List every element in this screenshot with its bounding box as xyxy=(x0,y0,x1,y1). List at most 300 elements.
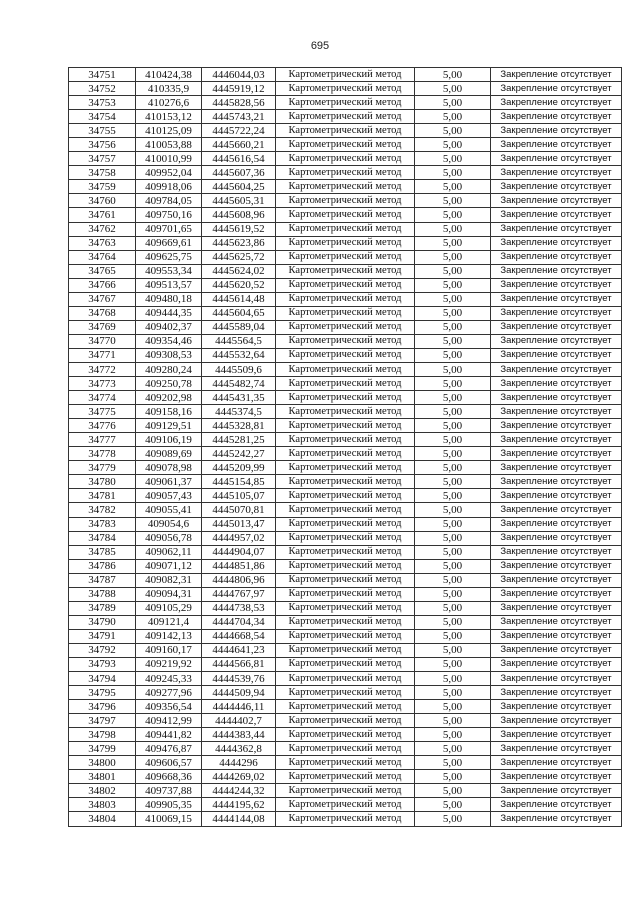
table-row xyxy=(69,728,622,742)
y-coordinate-cell: 4444539,76 xyxy=(202,672,276,686)
x-coordinate-cell: 409057,43 xyxy=(136,489,202,503)
fixing-cell: Закрепление отсутствует xyxy=(491,236,622,250)
y-coordinate-cell: 4445281,25 xyxy=(202,433,276,447)
y-coordinate-cell: 4445722,24 xyxy=(202,124,276,138)
accuracy-cell: 5,00 xyxy=(415,180,491,194)
fixing-cell: Закрепление отсутствует xyxy=(491,629,622,643)
point-number-cell: 34780 xyxy=(69,475,136,489)
fixing-cell: Закрепление отсутствует xyxy=(491,728,622,742)
table-row xyxy=(69,250,622,264)
x-coordinate-cell: 409441,82 xyxy=(136,728,202,742)
point-number-cell: 34787 xyxy=(69,573,136,587)
accuracy-cell: 5,00 xyxy=(415,264,491,278)
method-cell: Картометрический метод xyxy=(276,264,415,278)
accuracy-cell: 5,00 xyxy=(415,503,491,517)
method-cell: Картометрический метод xyxy=(276,798,415,812)
accuracy-cell: 5,00 xyxy=(415,138,491,152)
y-coordinate-cell: 4444362,8 xyxy=(202,742,276,756)
table-row xyxy=(69,643,622,657)
y-coordinate-cell: 4445605,31 xyxy=(202,194,276,208)
accuracy-cell: 5,00 xyxy=(415,278,491,292)
fixing-cell: Закрепление отсутствует xyxy=(491,306,622,320)
x-coordinate-cell: 409905,35 xyxy=(136,798,202,812)
y-coordinate-cell: 4444446,11 xyxy=(202,700,276,714)
point-number-cell: 34772 xyxy=(69,362,136,376)
method-cell: Картометрический метод xyxy=(276,180,415,194)
fixing-cell: Закрепление отсутствует xyxy=(491,700,622,714)
y-coordinate-cell: 4444296 xyxy=(202,756,276,770)
fixing-cell: Закрепление отсутствует xyxy=(491,489,622,503)
method-cell: Картометрический метод xyxy=(276,362,415,376)
y-coordinate-cell: 4445105,07 xyxy=(202,489,276,503)
x-coordinate-cell: 410276,6 xyxy=(136,96,202,110)
y-coordinate-cell: 4445154,85 xyxy=(202,475,276,489)
method-cell: Картометрический метод xyxy=(276,601,415,615)
x-coordinate-cell: 409402,37 xyxy=(136,320,202,334)
point-number-cell: 34761 xyxy=(69,208,136,222)
x-coordinate-cell: 409071,12 xyxy=(136,559,202,573)
y-coordinate-cell: 4444704,34 xyxy=(202,615,276,629)
x-coordinate-cell: 409669,61 xyxy=(136,236,202,250)
x-coordinate-cell: 409078,98 xyxy=(136,461,202,475)
accuracy-cell: 5,00 xyxy=(415,348,491,362)
fixing-cell: Закрепление отсутствует xyxy=(491,391,622,405)
x-coordinate-cell: 409250,78 xyxy=(136,377,202,391)
y-coordinate-cell: 4445624,02 xyxy=(202,264,276,278)
point-number-cell: 34781 xyxy=(69,489,136,503)
method-cell: Картометрический метод xyxy=(276,742,415,756)
table-row xyxy=(69,461,622,475)
table-row xyxy=(69,587,622,601)
table-row xyxy=(69,348,622,362)
method-cell: Картометрический метод xyxy=(276,657,415,671)
x-coordinate-cell: 409129,51 xyxy=(136,419,202,433)
x-coordinate-cell: 409606,57 xyxy=(136,756,202,770)
x-coordinate-cell: 410069,15 xyxy=(136,812,202,826)
y-coordinate-cell: 4445919,12 xyxy=(202,82,276,96)
accuracy-cell: 5,00 xyxy=(415,643,491,657)
fixing-cell: Закрепление отсутствует xyxy=(491,461,622,475)
x-coordinate-cell: 409354,46 xyxy=(136,334,202,348)
accuracy-cell: 5,00 xyxy=(415,812,491,826)
accuracy-cell: 5,00 xyxy=(415,334,491,348)
method-cell: Картометрический метод xyxy=(276,152,415,166)
x-coordinate-cell: 410125,09 xyxy=(136,124,202,138)
y-coordinate-cell: 4445070,81 xyxy=(202,503,276,517)
table-row xyxy=(69,629,622,643)
fixing-cell: Закрепление отсутствует xyxy=(491,686,622,700)
accuracy-cell: 5,00 xyxy=(415,700,491,714)
y-coordinate-cell: 4444957,02 xyxy=(202,531,276,545)
method-cell: Картометрический метод xyxy=(276,756,415,770)
y-coordinate-cell: 4445532,64 xyxy=(202,348,276,362)
x-coordinate-cell: 409952,04 xyxy=(136,166,202,180)
y-coordinate-cell: 4444904,07 xyxy=(202,545,276,559)
accuracy-cell: 5,00 xyxy=(415,545,491,559)
x-coordinate-cell: 409784,05 xyxy=(136,194,202,208)
y-coordinate-cell: 4445608,96 xyxy=(202,208,276,222)
method-cell: Картометрический метод xyxy=(276,419,415,433)
fixing-cell: Закрепление отсутствует xyxy=(491,110,622,124)
y-coordinate-cell: 4444402,7 xyxy=(202,714,276,728)
fixing-cell: Закрепление отсутствует xyxy=(491,320,622,334)
point-number-cell: 34759 xyxy=(69,180,136,194)
y-coordinate-cell: 4444383,44 xyxy=(202,728,276,742)
y-coordinate-cell: 4445242,27 xyxy=(202,447,276,461)
x-coordinate-cell: 409219,92 xyxy=(136,657,202,671)
fixing-cell: Закрепление отсутствует xyxy=(491,545,622,559)
accuracy-cell: 5,00 xyxy=(415,391,491,405)
fixing-cell: Закрепление отсутствует xyxy=(491,250,622,264)
point-number-cell: 34768 xyxy=(69,306,136,320)
table-row xyxy=(69,264,622,278)
x-coordinate-cell: 409055,41 xyxy=(136,503,202,517)
point-number-cell: 34789 xyxy=(69,601,136,615)
fixing-cell: Закрепление отсутствует xyxy=(491,756,622,770)
y-coordinate-cell: 4445328,81 xyxy=(202,419,276,433)
y-coordinate-cell: 4445625,72 xyxy=(202,250,276,264)
accuracy-cell: 5,00 xyxy=(415,250,491,264)
point-number-cell: 34788 xyxy=(69,587,136,601)
coordinates-table xyxy=(68,67,622,827)
point-number-cell: 34764 xyxy=(69,250,136,264)
method-cell: Картометрический метод xyxy=(276,208,415,222)
table-row xyxy=(69,236,622,250)
x-coordinate-cell: 409082,31 xyxy=(136,573,202,587)
fixing-cell: Закрепление отсутствует xyxy=(491,475,622,489)
point-number-cell: 34801 xyxy=(69,770,136,784)
table-row xyxy=(69,657,622,671)
fixing-cell: Закрепление отсутствует xyxy=(491,601,622,615)
point-number-cell: 34763 xyxy=(69,236,136,250)
point-number-cell: 34762 xyxy=(69,222,136,236)
fixing-cell: Закрепление отсутствует xyxy=(491,180,622,194)
x-coordinate-cell: 410153,12 xyxy=(136,110,202,124)
accuracy-cell: 5,00 xyxy=(415,208,491,222)
y-coordinate-cell: 4445623,86 xyxy=(202,236,276,250)
accuracy-cell: 5,00 xyxy=(415,222,491,236)
point-number-cell: 34777 xyxy=(69,433,136,447)
fixing-cell: Закрепление отсутствует xyxy=(491,96,622,110)
table-row xyxy=(69,714,622,728)
table-row xyxy=(69,798,622,812)
x-coordinate-cell: 409308,53 xyxy=(136,348,202,362)
method-cell: Картометрический метод xyxy=(276,222,415,236)
method-cell: Картометрический метод xyxy=(276,700,415,714)
table-row xyxy=(69,166,622,180)
fixing-cell: Закрепление отсутствует xyxy=(491,812,622,826)
y-coordinate-cell: 4444195,62 xyxy=(202,798,276,812)
fixing-cell: Закрепление отсутствует xyxy=(491,447,622,461)
table-row xyxy=(69,278,622,292)
y-coordinate-cell: 4445604,25 xyxy=(202,180,276,194)
method-cell: Картометрический метод xyxy=(276,503,415,517)
method-cell: Картометрический метод xyxy=(276,489,415,503)
fixing-cell: Закрепление отсутствует xyxy=(491,68,622,82)
accuracy-cell: 5,00 xyxy=(415,770,491,784)
fixing-cell: Закрепление отсутствует xyxy=(491,264,622,278)
accuracy-cell: 5,00 xyxy=(415,615,491,629)
y-coordinate-cell: 4445482,74 xyxy=(202,377,276,391)
x-coordinate-cell: 410053,88 xyxy=(136,138,202,152)
x-coordinate-cell: 409106,19 xyxy=(136,433,202,447)
table-row xyxy=(69,334,622,348)
table-row xyxy=(69,770,622,784)
y-coordinate-cell: 4445607,36 xyxy=(202,166,276,180)
fixing-cell: Закрепление отсутствует xyxy=(491,292,622,306)
point-number-cell: 34769 xyxy=(69,320,136,334)
accuracy-cell: 5,00 xyxy=(415,194,491,208)
x-coordinate-cell: 410335,9 xyxy=(136,82,202,96)
accuracy-cell: 5,00 xyxy=(415,306,491,320)
method-cell: Картометрический метод xyxy=(276,68,415,82)
point-number-cell: 34753 xyxy=(69,96,136,110)
page-number: 695 xyxy=(310,40,330,52)
method-cell: Картометрический метод xyxy=(276,96,415,110)
fixing-cell: Закрепление отсутствует xyxy=(491,278,622,292)
x-coordinate-cell: 409061,37 xyxy=(136,475,202,489)
fixing-cell: Закрепление отсутствует xyxy=(491,573,622,587)
table-row xyxy=(69,82,622,96)
y-coordinate-cell: 4445616,54 xyxy=(202,152,276,166)
table-row xyxy=(69,531,622,545)
table-row xyxy=(69,517,622,531)
y-coordinate-cell: 4445743,21 xyxy=(202,110,276,124)
x-coordinate-cell: 409444,35 xyxy=(136,306,202,320)
method-cell: Картометрический метод xyxy=(276,531,415,545)
table-row xyxy=(69,152,622,166)
method-cell: Картометрический метод xyxy=(276,770,415,784)
y-coordinate-cell: 4445620,52 xyxy=(202,278,276,292)
x-coordinate-cell: 409280,24 xyxy=(136,362,202,376)
point-number-cell: 34778 xyxy=(69,447,136,461)
method-cell: Картометрический метод xyxy=(276,278,415,292)
y-coordinate-cell: 4444738,53 xyxy=(202,601,276,615)
fixing-cell: Закрепление отсутствует xyxy=(491,405,622,419)
accuracy-cell: 5,00 xyxy=(415,110,491,124)
x-coordinate-cell: 409668,36 xyxy=(136,770,202,784)
fixing-cell: Закрепление отсутствует xyxy=(491,517,622,531)
point-number-cell: 34798 xyxy=(69,728,136,742)
x-coordinate-cell: 409553,34 xyxy=(136,264,202,278)
x-coordinate-cell: 409105,29 xyxy=(136,601,202,615)
y-coordinate-cell: 4444509,94 xyxy=(202,686,276,700)
method-cell: Картометрический метод xyxy=(276,615,415,629)
point-number-cell: 34755 xyxy=(69,124,136,138)
accuracy-cell: 5,00 xyxy=(415,728,491,742)
table-row xyxy=(69,362,622,376)
fixing-cell: Закрепление отсутствует xyxy=(491,503,622,517)
point-number-cell: 34774 xyxy=(69,391,136,405)
accuracy-cell: 5,00 xyxy=(415,742,491,756)
y-coordinate-cell: 4445013,47 xyxy=(202,517,276,531)
table-row xyxy=(69,489,622,503)
point-number-cell: 34773 xyxy=(69,377,136,391)
y-coordinate-cell: 4445604,65 xyxy=(202,306,276,320)
point-number-cell: 34803 xyxy=(69,798,136,812)
method-cell: Картометрический метод xyxy=(276,194,415,208)
point-number-cell: 34752 xyxy=(69,82,136,96)
x-coordinate-cell: 409094,31 xyxy=(136,587,202,601)
y-coordinate-cell: 4446044,03 xyxy=(202,68,276,82)
table-body xyxy=(69,68,622,827)
method-cell: Картометрический метод xyxy=(276,405,415,419)
fixing-cell: Закрепление отсутствует xyxy=(491,714,622,728)
fixing-cell: Закрепление отсутствует xyxy=(491,124,622,138)
method-cell: Картометрический метод xyxy=(276,110,415,124)
fixing-cell: Закрепление отсутствует xyxy=(491,643,622,657)
y-coordinate-cell: 4444144,08 xyxy=(202,812,276,826)
fixing-cell: Закрепление отсутствует xyxy=(491,742,622,756)
fixing-cell: Закрепление отсутствует xyxy=(491,672,622,686)
y-coordinate-cell: 4444244,32 xyxy=(202,784,276,798)
method-cell: Картометрический метод xyxy=(276,433,415,447)
accuracy-cell: 5,00 xyxy=(415,489,491,503)
x-coordinate-cell: 409054,6 xyxy=(136,517,202,531)
method-cell: Картометрический метод xyxy=(276,475,415,489)
x-coordinate-cell: 409202,98 xyxy=(136,391,202,405)
fixing-cell: Закрепление отсутствует xyxy=(491,531,622,545)
method-cell: Картометрический метод xyxy=(276,812,415,826)
accuracy-cell: 5,00 xyxy=(415,433,491,447)
point-number-cell: 34799 xyxy=(69,742,136,756)
point-number-cell: 34775 xyxy=(69,405,136,419)
table-row xyxy=(69,377,622,391)
fixing-cell: Закрепление отсутствует xyxy=(491,222,622,236)
accuracy-cell: 5,00 xyxy=(415,152,491,166)
point-number-cell: 34797 xyxy=(69,714,136,728)
y-coordinate-cell: 4445660,21 xyxy=(202,138,276,152)
table-row xyxy=(69,68,622,82)
table-row xyxy=(69,306,622,320)
accuracy-cell: 5,00 xyxy=(415,377,491,391)
table-row xyxy=(69,138,622,152)
y-coordinate-cell: 4445614,48 xyxy=(202,292,276,306)
fixing-cell: Закрепление отсутствует xyxy=(491,82,622,96)
method-cell: Картометрический метод xyxy=(276,784,415,798)
x-coordinate-cell: 409158,16 xyxy=(136,405,202,419)
fixing-cell: Закрепление отсутствует xyxy=(491,362,622,376)
table-row xyxy=(69,208,622,222)
x-coordinate-cell: 409056,78 xyxy=(136,531,202,545)
fixing-cell: Закрепление отсутствует xyxy=(491,377,622,391)
method-cell: Картометрический метод xyxy=(276,573,415,587)
table-row xyxy=(69,686,622,700)
x-coordinate-cell: 409089,69 xyxy=(136,447,202,461)
method-cell: Картометрический метод xyxy=(276,250,415,264)
method-cell: Картометрический метод xyxy=(276,138,415,152)
method-cell: Картометрический метод xyxy=(276,545,415,559)
point-number-cell: 34796 xyxy=(69,700,136,714)
point-number-cell: 34800 xyxy=(69,756,136,770)
table-row xyxy=(69,700,622,714)
point-number-cell: 34790 xyxy=(69,615,136,629)
table-row xyxy=(69,391,622,405)
point-number-cell: 34791 xyxy=(69,629,136,643)
table-row xyxy=(69,110,622,124)
point-number-cell: 34786 xyxy=(69,559,136,573)
point-number-cell: 34760 xyxy=(69,194,136,208)
accuracy-cell: 5,00 xyxy=(415,517,491,531)
fixing-cell: Закрепление отсутствует xyxy=(491,615,622,629)
fixing-cell: Закрепление отсутствует xyxy=(491,770,622,784)
accuracy-cell: 5,00 xyxy=(415,405,491,419)
x-coordinate-cell: 409480,18 xyxy=(136,292,202,306)
method-cell: Картометрический метод xyxy=(276,686,415,700)
method-cell: Картометрический метод xyxy=(276,391,415,405)
y-coordinate-cell: 4445619,52 xyxy=(202,222,276,236)
fixing-cell: Закрепление отсутствует xyxy=(491,798,622,812)
method-cell: Картометрический метод xyxy=(276,306,415,320)
x-coordinate-cell: 409160,17 xyxy=(136,643,202,657)
method-cell: Картометрический метод xyxy=(276,377,415,391)
fixing-cell: Закрепление отсутствует xyxy=(491,138,622,152)
x-coordinate-cell: 409476,87 xyxy=(136,742,202,756)
x-coordinate-cell: 409750,16 xyxy=(136,208,202,222)
point-number-cell: 34793 xyxy=(69,657,136,671)
accuracy-cell: 5,00 xyxy=(415,531,491,545)
method-cell: Картометрический метод xyxy=(276,82,415,96)
x-coordinate-cell: 409245,33 xyxy=(136,672,202,686)
method-cell: Картометрический метод xyxy=(276,587,415,601)
x-coordinate-cell: 409062,11 xyxy=(136,545,202,559)
x-coordinate-cell: 409737,88 xyxy=(136,784,202,798)
fixing-cell: Закрепление отсутствует xyxy=(491,433,622,447)
accuracy-cell: 5,00 xyxy=(415,447,491,461)
method-cell: Картометрический метод xyxy=(276,292,415,306)
method-cell: Картометрический метод xyxy=(276,559,415,573)
point-number-cell: 34792 xyxy=(69,643,136,657)
point-number-cell: 34794 xyxy=(69,672,136,686)
y-coordinate-cell: 4445374,5 xyxy=(202,405,276,419)
table-row xyxy=(69,615,622,629)
accuracy-cell: 5,00 xyxy=(415,236,491,250)
point-number-cell: 34766 xyxy=(69,278,136,292)
table-row xyxy=(69,124,622,138)
point-number-cell: 34756 xyxy=(69,138,136,152)
method-cell: Картометрический метод xyxy=(276,714,415,728)
table-row xyxy=(69,180,622,194)
y-coordinate-cell: 4445509,6 xyxy=(202,362,276,376)
point-number-cell: 34751 xyxy=(69,68,136,82)
method-cell: Картометрический метод xyxy=(276,334,415,348)
fixing-cell: Закрепление отсутствует xyxy=(491,784,622,798)
accuracy-cell: 5,00 xyxy=(415,601,491,615)
table-row xyxy=(69,194,622,208)
table-row xyxy=(69,292,622,306)
accuracy-cell: 5,00 xyxy=(415,672,491,686)
accuracy-cell: 5,00 xyxy=(415,96,491,110)
point-number-cell: 34765 xyxy=(69,264,136,278)
x-coordinate-cell: 409121,4 xyxy=(136,615,202,629)
point-number-cell: 34754 xyxy=(69,110,136,124)
accuracy-cell: 5,00 xyxy=(415,714,491,728)
table-row xyxy=(69,559,622,573)
y-coordinate-cell: 4445589,04 xyxy=(202,320,276,334)
accuracy-cell: 5,00 xyxy=(415,756,491,770)
table-row xyxy=(69,96,622,110)
accuracy-cell: 5,00 xyxy=(415,461,491,475)
y-coordinate-cell: 4444806,96 xyxy=(202,573,276,587)
method-cell: Картометрический метод xyxy=(276,236,415,250)
x-coordinate-cell: 409918,06 xyxy=(136,180,202,194)
fixing-cell: Закрепление отсутствует xyxy=(491,419,622,433)
accuracy-cell: 5,00 xyxy=(415,166,491,180)
point-number-cell: 34785 xyxy=(69,545,136,559)
y-coordinate-cell: 4444851,86 xyxy=(202,559,276,573)
x-coordinate-cell: 409142,13 xyxy=(136,629,202,643)
accuracy-cell: 5,00 xyxy=(415,362,491,376)
